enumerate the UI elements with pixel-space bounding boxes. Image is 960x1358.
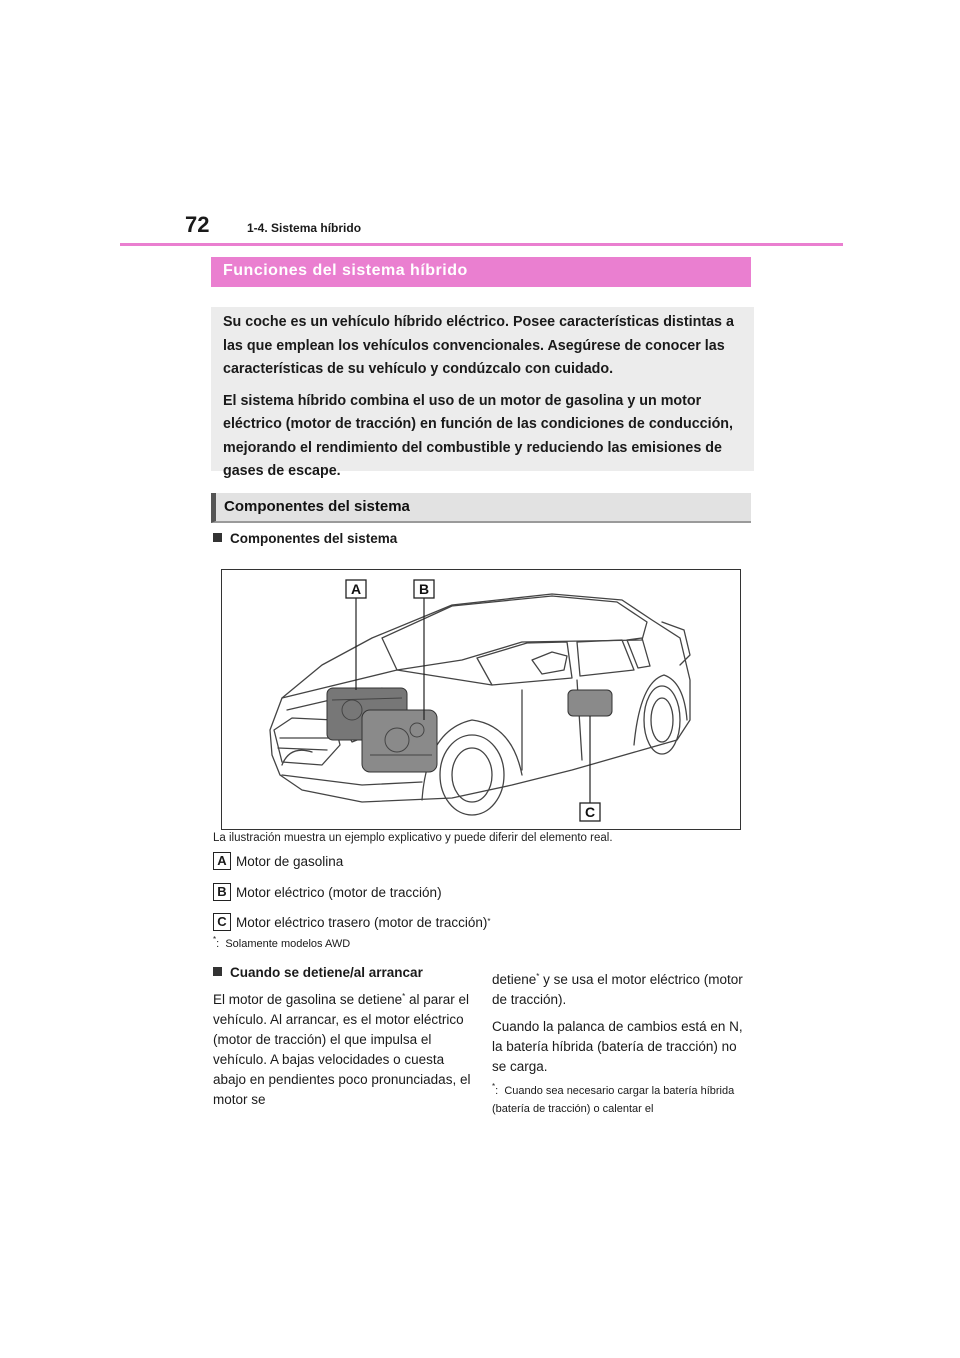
- square-bullet-icon: [213, 967, 222, 976]
- section-banner: [211, 257, 751, 287]
- page-number: 72: [185, 212, 210, 237]
- legend-letter-b: B: [213, 883, 231, 901]
- vehicle-drawing: [222, 570, 740, 829]
- header-rule: [120, 243, 843, 246]
- intro-box: [211, 307, 754, 479]
- components-section-bar: [211, 493, 751, 523]
- legend-item-b: [213, 883, 442, 901]
- figure-label-b: B: [418, 581, 430, 597]
- stop-start-left-paragraph: [213, 990, 471, 1110]
- components-subheading-text: Componentes del sistema: [230, 531, 398, 546]
- legend-letter-c: C: [213, 913, 231, 931]
- legend-letter-a: A: [213, 852, 231, 870]
- legend-item-c: C Motor eléctrico trasero (motor de tracción) *: [213, 913, 490, 931]
- stop-start-subheading: [213, 965, 423, 980]
- components-subheading: [213, 531, 397, 546]
- components-footnote: [213, 935, 351, 950]
- figure-label-c: C: [584, 804, 596, 820]
- footnote-prefix: :: [216, 938, 220, 950]
- left-para-part2: al parar el vehículo. Al arrancar, es el motor eléctrico (motor de tracción) el que impulsa el vehículo. A bajas velocidades o cuesta abajo en pendientes poco pronunciadas, el motor se: [213, 992, 471, 1107]
- stop-start-left-column: [213, 990, 471, 1110]
- footnote-marker: *: [213, 935, 217, 944]
- right-para1-footnote-marker: *: [536, 972, 540, 981]
- left-para-footnote-marker: *: [402, 992, 406, 1001]
- left-para-part1: El motor de gasolina se detiene: [213, 992, 403, 1007]
- legend-text-a: Motor de gasolina: [236, 853, 344, 869]
- stop-start-right-paragraph-2: Cuando la palanca de cambios está en N, la batería híbrida (batería de tracción) no se carga.: [492, 1019, 743, 1074]
- stop-start-subheading-text: Cuando se detiene/al arrancar: [230, 965, 423, 980]
- components-section-title: Componentes del sistema: [224, 498, 410, 515]
- stop-start-footnote-text: Cuando sea necesario cargar la batería híbrida (batería de tracción) o calentar el: [492, 1085, 735, 1115]
- legend-text-b: Motor eléctrico (motor de tracción): [236, 884, 442, 900]
- stop-start-footnote: [492, 1082, 750, 1118]
- legend-item-a: [213, 852, 343, 870]
- figure-label-a: A: [350, 581, 362, 597]
- legend-text-c: Motor eléctrico trasero (motor de tracción): [236, 914, 488, 930]
- section-reference: 1-4. Sistema híbrido: [247, 221, 362, 235]
- intro-paragraph-1: Su coche es un vehículo híbrido eléctrico. Posee características distintas a las que emplean los vehículos convencionales. Asegúrese de conocer las características de su vehículo y condúzcalo con cuidado.: [223, 314, 734, 377]
- stop-start-footnote-marker: *: [492, 1082, 496, 1091]
- right-para1-part1: detiene: [492, 972, 537, 987]
- vehicle-illustration: [221, 569, 741, 830]
- section-banner-title: Funciones del sistema híbrido: [223, 262, 468, 279]
- stop-start-right-column: [492, 970, 750, 1118]
- footnote-text: Solamente modelos AWD: [225, 938, 351, 950]
- stop-start-right-paragraph-1: [492, 970, 750, 1010]
- stop-start-footnote-prefix: :: [495, 1085, 499, 1097]
- intro-paragraph-2: El sistema híbrido combina el uso de un motor de gasolina y un motor eléctrico (motor de tracción) en función de las condiciones de conducción, mejorando el rendimiento del combustible y reduciendo las emisiones de gases de escape.: [223, 392, 734, 479]
- right-para1-part2: y se usa el motor eléctrico (motor de tracción).: [492, 972, 743, 1007]
- figure-caption: La ilustración muestra un ejemplo explicativo y puede diferir del elemento real.: [213, 832, 613, 844]
- square-bullet-icon: [213, 533, 222, 542]
